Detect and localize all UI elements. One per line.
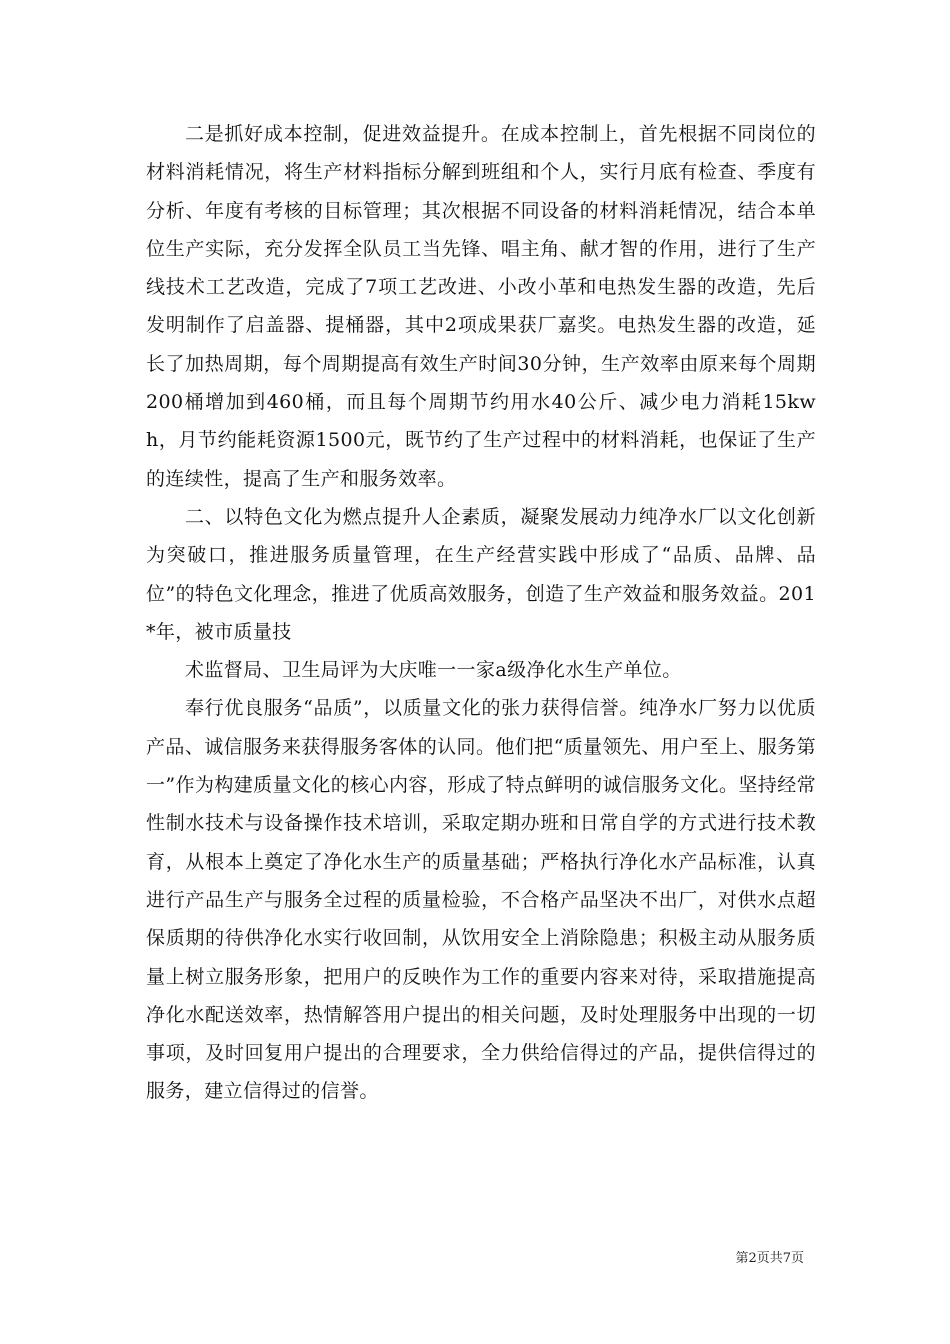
paragraph-award: 术监督局、卫生局评为大庆唯一一家a级净化水生产单位。 xyxy=(184,659,682,682)
paragraph-culture-section: 二、以特色文化为燃点提升人企素质，凝聚发展动力纯净水厂以文化创新为突破口，推进服务质量管理，在生产经营实践中形成了“品质、品牌、品位”的特色文化理念，推进了优质高效服务，创造了生产效益和服务效益。201*年，被市质量技 xyxy=(146,505,816,643)
page-number-footer: 第2页共7页 xyxy=(735,1251,804,1266)
paragraph-cost-control: 二是抓好成本控制，促进效益提升。在成本控制上，首先根据不同岗位的材料消耗情况，将生产材料指标分解到班组和个人，实行月底有检查、季度有分析、年度有考核的目标管理；其次根据不同设备的材料消耗情况，结合本单位生产实际，充分发挥全队员工当先锋、唱主角、献才智的作用，进行了生产线技术工艺改造，完成了7项工艺改进、小改小革和电热发生器的改造，先后发明制作了启盖器、提桶器，其中2项成果获厂嘉奖。电热发生器的改造，延长了加热周期，每个周期提高有效生产时间30分钟，生产效率由原来每个周期200桶增加到460桶，而且每个周期节约用水40公斤、减少电力消耗15kwh，月节约能耗资源1500元，既节约了生产过程中的材料消耗，也保证了生产的连续性，提高了生产和服务效率。 xyxy=(146,123,816,490)
document-body xyxy=(146,115,816,1111)
paragraph-quality-service: 奉行优良服务“品质”，以质量文化的张力获得信誉。纯净水厂努力以优质产品、诚信服务来获得服务客体的认同。他们把“质量领先、用户至上、服务第一”作为构建质量文化的核心内容，形成了特点鲜明的诚信服务文化。坚持经常性制水技术与设备操作技术培训，采取定期办班和日常自学的方式进行技术教育，从根本上奠定了净化水生产的质量基础；严格执行净化水产品标准，认真进行产品生产与服务全过程的质量检验，不合格产品坚决不出厂，对供水点超保质期的待供净化水实行收回制，从饮用安全上消除隐患；积极主动从服务质量上树立服务形象，把用户的反映作为工作的重要内容来对待，采取措施提高净化水配送效率，热情解答用户提出的相关问题，及时处理服务中出现的一切事项，及时回复用户提出的合理要求，全力供给信得过的产品，提供信得过的服务，建立信得过的信誉。 xyxy=(146,697,816,1103)
